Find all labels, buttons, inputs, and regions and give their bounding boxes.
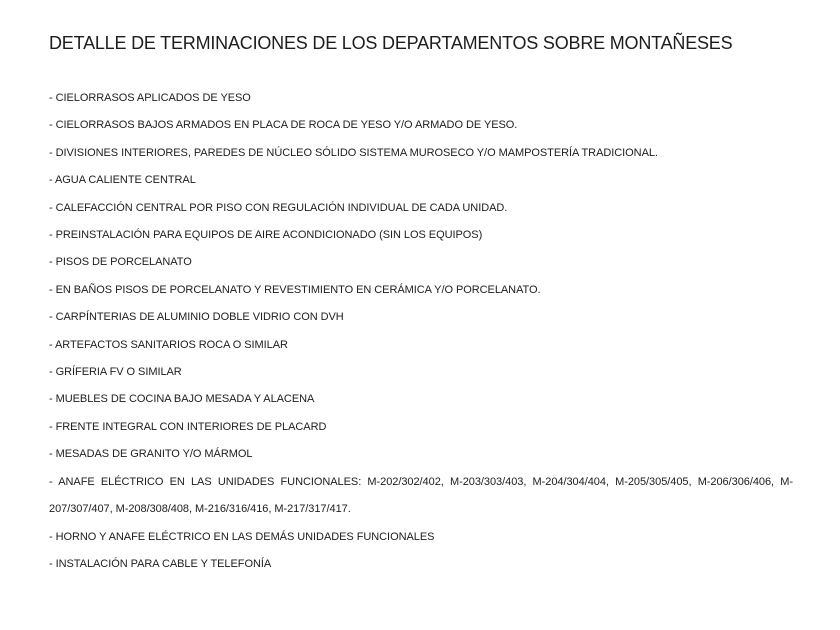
list-item: - AGUA CALIENTE CENTRAL xyxy=(49,174,196,187)
list-item: - PREINSTALACIÓN PARA EQUIPOS DE AIRE ACONDICIONADO (SIN LOS EQUIPOS) xyxy=(49,229,483,242)
list-item: - HORNO Y ANAFE ELÉCTRICO EN LAS DEMÁS UNIDADES FUNCIONALES xyxy=(49,530,435,543)
list-item: - ARTEFACTOS SANITARIOS ROCA O SIMILAR xyxy=(49,338,288,351)
list-item: - EN BAÑOS PISOS DE PORCELANATO Y REVESTIMIENTO EN CERÁMICA Y/O PORCELANATO. xyxy=(49,283,541,296)
list-item: - CALEFACCIÓN CENTRAL POR PISO CON REGULACIÓN INDIVIDUAL DE CADA UNIDAD. xyxy=(49,201,508,214)
list-item: - ANAFE ELÉCTRICO EN LAS UNIDADES FUNCIONALES: M-202/302/402, M-203/303/403, M-204/304/404, M-205/305/405, M-206/306/406, M-207/307/407, M-208/308/408, M-216/316/416, M-217/317/417. xyxy=(49,475,793,516)
list-item: - MESADAS DE GRANITO Y/O MÁRMOL xyxy=(49,448,253,461)
list-item: - PISOS DE PORCELANATO xyxy=(49,256,192,269)
terminaciones-list xyxy=(49,85,793,578)
list-item: - INSTALACIÓN PARA CABLE Y TELEFONÍA xyxy=(49,557,272,570)
page-title: DETALLE DE TERMINACIONES DE LOS DEPARTAMENTOS SOBRE MONTAÑESES xyxy=(49,33,733,53)
list-item: - MUEBLES DE COCINA BAJO MESADA Y ALACENA xyxy=(49,393,315,406)
list-item: - CIELORRASOS BAJOS ARMADOS EN PLACA DE ROCA DE YESO Y/O ARMADO DE YESO. xyxy=(49,119,518,132)
list-item: - CARPÍNTERIAS DE ALUMINIO DOBLE VIDRIO CON DVH xyxy=(49,311,344,324)
list-item: - DIVISIONES INTERIORES, PAREDES DE NÚCLEO SÓLIDO SISTEMA MUROSECO Y/O MAMPOSTERÍA TRADICIONAL. xyxy=(49,146,658,159)
list-item: - GRÍFERIA FV O SIMILAR xyxy=(49,366,182,379)
list-item: - CIELORRASOS APLICADOS DE YESO xyxy=(49,92,251,104)
list-item: - FRENTE INTEGRAL CON INTERIORES DE PLACARD xyxy=(49,420,327,433)
